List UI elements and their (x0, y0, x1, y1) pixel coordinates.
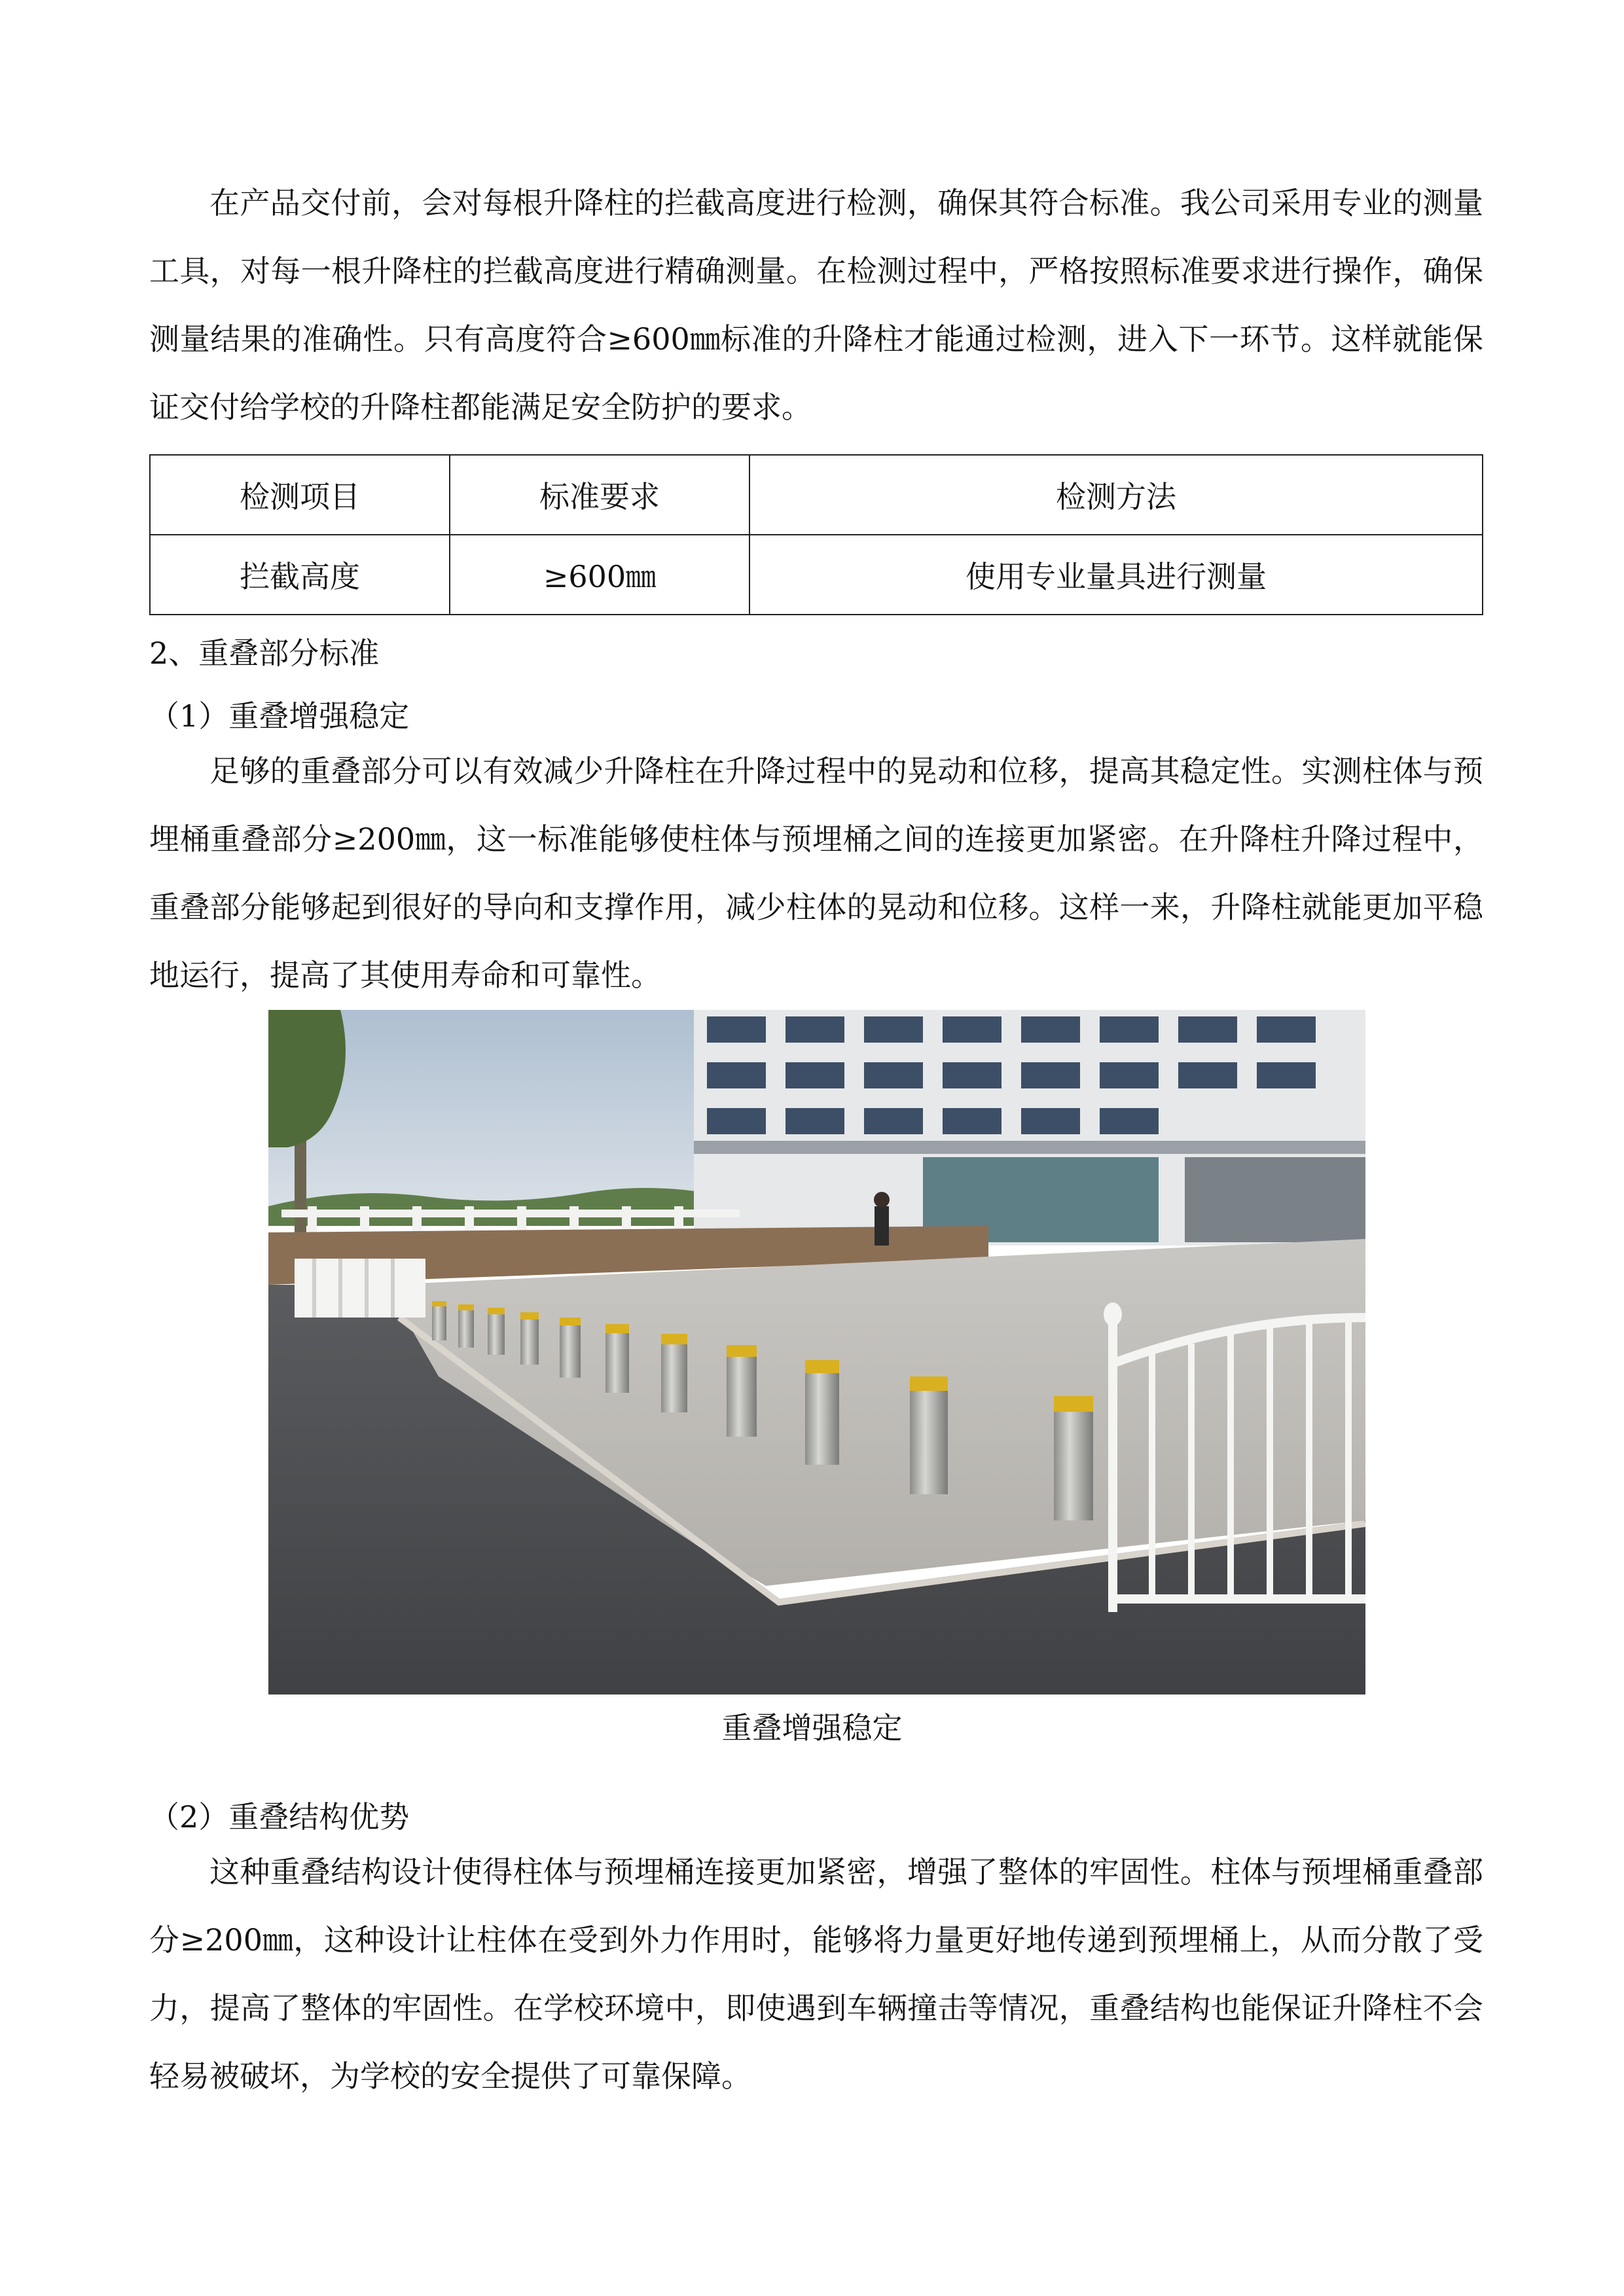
subsection-heading: （2）重叠结构优势 (149, 1799, 410, 1835)
table-cell: 拦截高度 (150, 535, 450, 615)
table-cell: 使用专业量具进行测量 (749, 535, 1483, 615)
bollard-photo (268, 1010, 1365, 1695)
table-header-cell: 检测项目 (150, 455, 450, 535)
table-header-row (150, 455, 1483, 535)
figure-caption: 重叠增强稳定 (721, 1710, 903, 1746)
subsection-heading: （1）重叠增强稳定 (149, 698, 410, 734)
paragraph-structure: 这种重叠结构设计使得柱体与预埋桶连接更加紧密，增强了整体的牢固性。柱体与预埋桶重叠部分≥200㎜，这种设计让柱体在受到外力作用时，能够将力量更好地传递到预埋桶上，从而分散了受力，提高了整体的牢固性。在学校环境中，即使遇到车辆撞击等情况，重叠结构也能保证升降柱不会轻易被破坏，为学校的安全提供了可靠保障。 (149, 1854, 1483, 2094)
paragraph-stability: 足够的重叠部分可以有效减少升降柱在升降过程中的晃动和位移，提高其稳定性。实测柱体与预埋桶重叠部分≥200㎜，这一标准能够使柱体与预埋桶之间的连接更加紧密。在升降柱升降过程中，重叠部分能够起到很好的导向和支撑作用，减少柱体的晃动和位移。这样一来，升降柱就能更加平稳地运行，提高了其使用寿命和可靠性。 (149, 753, 1483, 993)
section-heading: 2、重叠部分标准 (149, 636, 380, 671)
table-header-cell: 检测方法 (749, 455, 1483, 535)
table-cell: ≥600㎜ (450, 535, 749, 615)
table-row (150, 535, 1483, 615)
paragraph-inspection: 在产品交付前，会对每根升降柱的拦截高度进行检测，确保其符合标准。我公司采用专业的测量工具，对每一根升降柱的拦截高度进行精确测量。在检测过程中，严格按照标准要求进行操作，确保测量结果的准确性。只有高度符合≥600㎜标准的升降柱才能通过检测，进入下一环节。这样就能保证交付给学校的升降柱都能满足安全防护的要求。 (149, 185, 1483, 425)
table-header-cell: 标准要求 (450, 455, 749, 535)
inspection-table (149, 454, 1483, 615)
